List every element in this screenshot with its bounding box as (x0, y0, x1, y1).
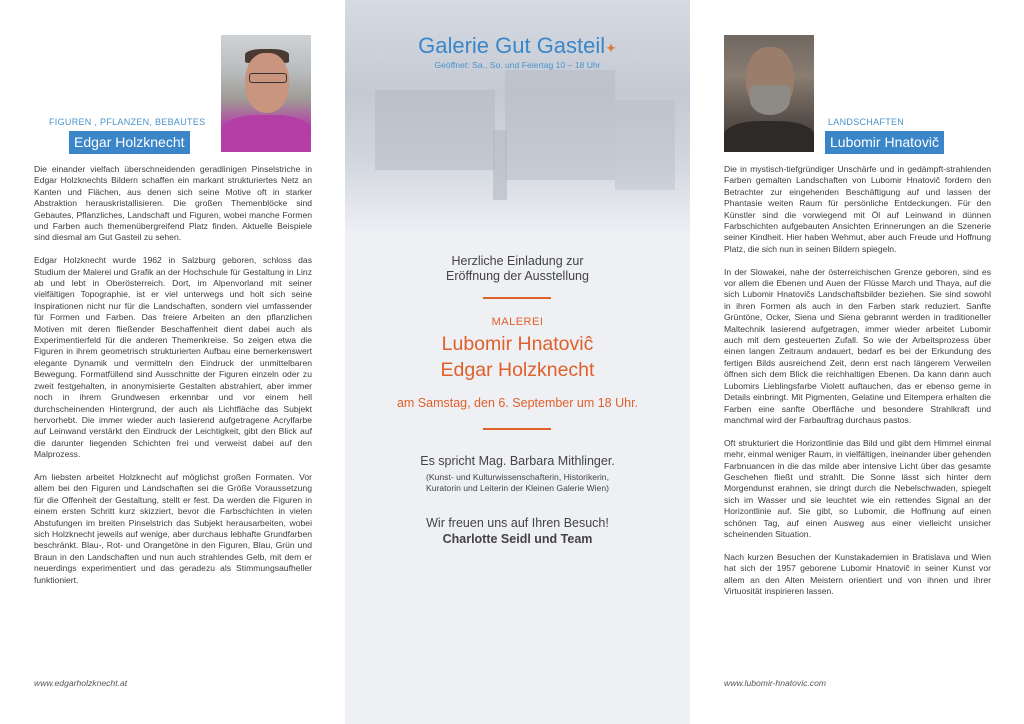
right-paragraph-1: Die in mystisch-tiefgründiger Unschärfe und in gedämpft-strahlenden Farben gemalten Landschaften von Lubomir Hnatovič fordern den Betrachter zur eingehenden Beschäftigung auf und lassen der Phantasie weiten Raum für persönliche Entdeckungen. Für den Künstler sind die vorwiegend mit Öl auf Leinwand in dünnen Farbschichten aufgebauten Ansichten Erinnerungen an die Szenerie seiner Kindheit. Hier haben Wehmut, aber auch Freude und Hoffnung Platz, die sich nun in seinen Bildern spiegeln. (724, 164, 991, 254)
left-paragraph-3: Am liebsten arbeitet Holzknecht auf möglichst großen Formaten. Vor allem bei den Figuren und Landschaften sei die Größe Voraussetzung für die Offenheit der Gestaltung, stellt er fest. Da werden die Figuren in einem ersten Schritt kurz skizziert, bevor die Farbschichten in vielen Abstufungen im breiten Pinselstrich das Subjekt herausarbeiten, wobei sich Holzknecht jeweils auf wenige, aber durchaus lebhafte Grundfarben beschränkt. Blau-, Rot- und Orangetöne in den Figuren, Blau, Grün und Braun in den Landschaften und nun auch strahlendes Gelb, mit dem er neuerdings experimentiert und das geradezu als Stimmungsaufheller funktioniert. (34, 471, 312, 585)
genre-label: MALEREI (491, 316, 544, 328)
right-paragraph-3: Oft strukturiert die Horizontlinie das Bild und gibt dem Himmel einmal mehr, einmal weniger Raum, in vielfältigen, ineinander über gehenden Farbnuancen in die das milde aber intensive Licht über das gesamte Geschehen fließt und strahlt. Die Sonne lässt sich hinter dem Morgendunst erahnen, sie dringt durch die Nebelschwaden, spiegelt sich im Wasser und sie leuchtet wie ein rettendes Signal an der Horizontlinie auf. Sie gibt, so Lubomir, die Hoffnung auf einen schönen Tag, auf einen Ausweg aus einer vielleicht unsicher scheinenden Situation. (724, 437, 991, 539)
portrait-edgar-holzknecht (221, 35, 311, 152)
portrait-face (245, 53, 289, 113)
right-paragraph-4: Nach kurzen Besuchen der Kunstakademien in Bratislava und Wien hat sich der 1957 geborene Lubomir Hnatovič in seiner Kunst vor allem an den Alten Meistern orientiert und von ihnen und ihrer Virtuosität inspirieren lassen. (724, 551, 991, 596)
left-body-text (34, 164, 312, 597)
bird-logo-icon: ✦ (605, 40, 617, 56)
hosts-line: Charlotte Seidl und Team (442, 532, 593, 546)
portrait-shirt (221, 115, 311, 152)
right-body-text (724, 164, 991, 609)
left-paragraph-1: Die einander vielfach überschneidenden geradlinigen Pinselstriche in Edgar Holzknechts Bildern schaffen ein markant strukturiertes Netz an Kanten und Flächen, aus denen sich seine Motive oft in starker Abstraktion herauskristallisieren. Die großen Themenblöcke sind Gebautes, Pflanzliches, Landschaft und Figuren, wobei manche Formen und Farben auch themenübergreifend Platz finden. Aktuelle Beispiele sind diesmal am Gut Gasteil zu sehen. (34, 164, 312, 243)
speaker-line: Es spricht Mag. Barbara Mithlinger. (420, 454, 615, 468)
speaker-bio: (Kunst- und Kulturwissenschafterin, Historikerin, Kuratorin und Leiterin der Kleinen Galerie Wien) (426, 472, 609, 494)
right-category-label: LANDSCHAFTEN (828, 117, 905, 127)
portrait-lubomir-hnatovic (724, 35, 814, 152)
portrait-shirt (724, 121, 814, 152)
center-panel (345, 0, 690, 724)
opening-hours: Geöffnet: Sa., So. und Feiertag 10 – 18 Uhr (434, 60, 601, 70)
left-paragraph-2: Edgar Holzknecht wurde 1962 in Salzburg geboren, schloss das Studium der Malerei und Grafik an der Hochschule für Gestaltung in Linz ab und lebt in Oberösterreich. Dort, im Alpenvorland mit seiner vielfältigen Topographie, ist er viel unterwegs und holt sich seine Inspirationen nicht nur für die Landschaften, sondern viel umfassender für Formen und Farben. Das freiere Arbeiten an den pflanzlichen Motiven mit deren fließender Beschaffenheit dient dabei auch als Experimentierfeld für die anderen Themenkreise. So zeigen etwa die Figuren in ihrem geometrisch strukturierten Aufbau eine bemerkenswert elegante Dynamik und vermitteln den Eindruck der unmittelbaren Bewegung. Formatfüllend sind Ausschnitte der Figuren einzeln oder zu zweit festgehalten, in anonymisierte Gestalten abstrahiert, aber immer noch in ihrem Grundwesen erkennbar und vor einem hell durchscheinenden Hintergrund, der auch als Lichtfläche das Subjekt hervorhebt. Die immer wieder auch lasierend aufgetragene Acrylfarbe auf Leinwand verstärkt den Eindruck der Leichtigkeit, gibt den Blick auf die darunter liegenden Schichten frei und verweist dabei auf den Malprozess. (34, 255, 312, 460)
portrait-beard (750, 85, 790, 115)
invitation-heading: Herzliche Einladung zur Eröffnung der Ausstellung (446, 254, 589, 283)
welcome-line: Wir freuen uns auf Ihren Besuch! (426, 516, 609, 530)
divider-bottom (483, 428, 551, 430)
opening-date: am Samstag, den 6. September um 18 Uhr. (396, 396, 639, 410)
left-category-label: FIGUREN , PFLANZEN, BEBAUTES (49, 117, 206, 127)
divider-top (483, 297, 551, 299)
portrait-glasses (249, 73, 287, 83)
artist-name-1: Lubomir Hnatoviĉ (441, 333, 594, 355)
gallery-title: Galerie Gut Gasteil✦ (418, 33, 617, 58)
artist-name-2: Edgar Holzknecht (440, 359, 595, 381)
right-website-link[interactable]: www.lubomir-hnatovic.com (724, 678, 827, 688)
right-artist-name-badge: Lubomir Hnatovič (825, 131, 944, 154)
right-paragraph-2: In der Slowakei, nahe der österreichischen Grenze geboren, sind es vor allem die Ebenen und Auen der Flüsse March und Thaya, auf die sich Lubomir Hnatovičs Landschaftsbilder beziehen. Sie sind sowohl in ihren Formen als auch in den Farben stark reduziert. Sanfte Grüntöne, Ocker, Siena und Siena gebrannt werden in traditioneller Maltechnik lasierend aufgetragen, immer wieder arbeitet Lubomir auch mit dem gesteuerten Zufall. So wie der Arbeitsprozess über einen langen Zeitraum andauert, bedarf es bei der Erkundung des fertigen Bilds ausreichend Zeit, denn erst nach längerem Verweilen öffnen sich dem Blick die reichhaltigen Ebenen. Da kann dann auch Lubomirs Lieblingsfarbe Violett auftauchen, das er ebenso gerne in Details einbringt. Mit Pigmenten, Gelatine und Eitempera erhalten die Farben eine sanfte Oberfläche und besondere Strahlkraft und manchmal wird der Farbauftrag durchaus pastos. (724, 266, 991, 425)
left-artist-name-badge: Edgar Holzknecht (69, 131, 190, 154)
left-website-link[interactable]: www.edgarholzknecht.at (34, 678, 128, 688)
